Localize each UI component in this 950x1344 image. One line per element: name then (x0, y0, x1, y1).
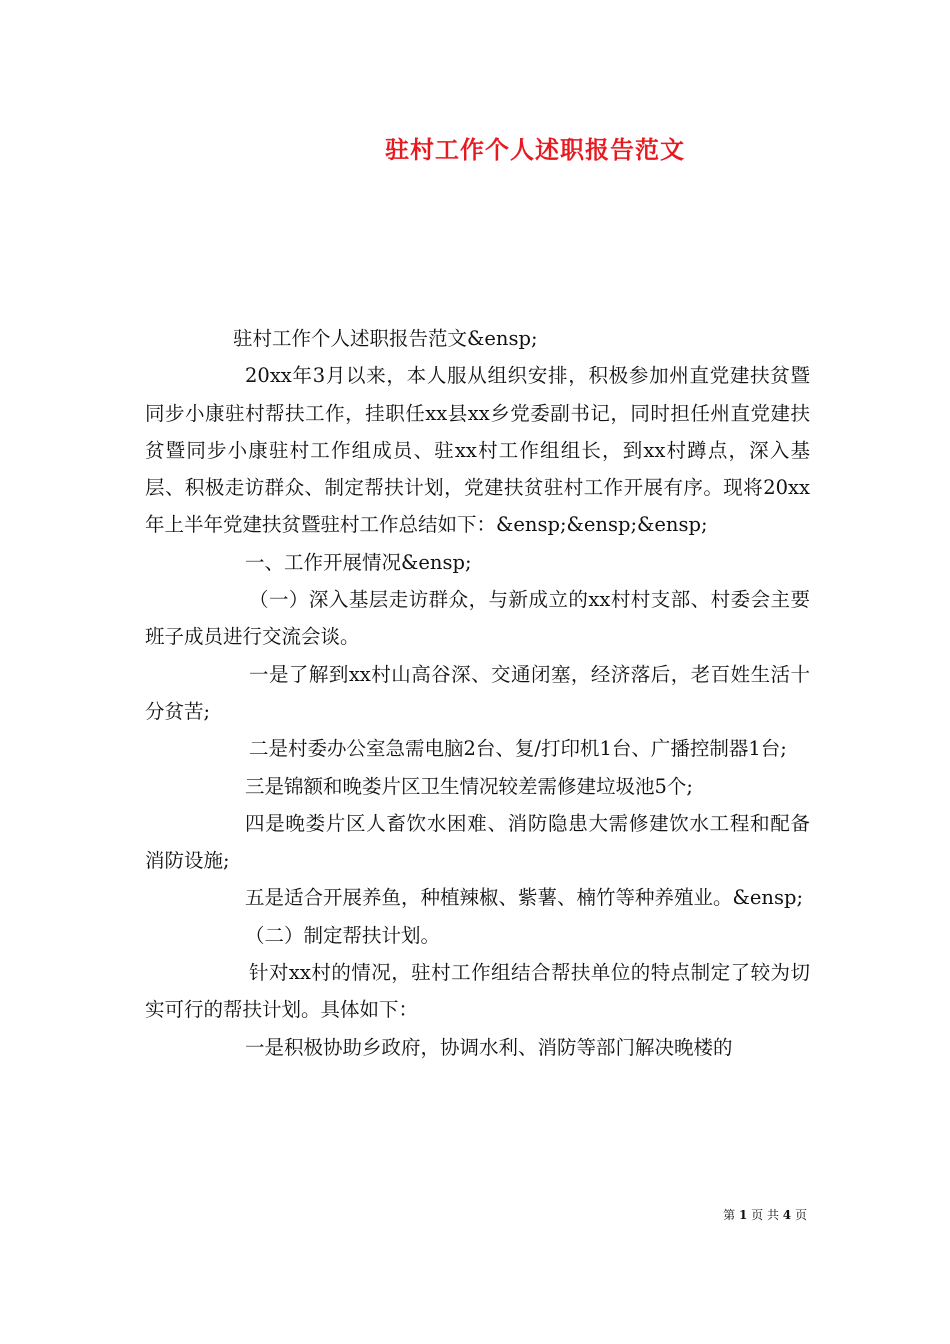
page-number-footer (723, 1206, 807, 1223)
paragraph-plan: 针对xx村的情况，驻村工作组结合帮扶单位的特点制定了较为切实可行的帮扶计划。具体如下： (145, 961, 810, 1022)
footer-prefix: 第 (723, 1208, 736, 1222)
footer-total: 4 (782, 1208, 792, 1222)
list-item: 二是村委办公室急需电脑2台、复/打印机1台、广播控制器1台; (249, 737, 787, 761)
subsection-heading-2: （二）制定帮扶计划。 (245, 923, 441, 947)
list-item: 一是积极协助乡政府，协调水利、消防等部门解决晚楼的 (245, 1035, 733, 1059)
list-item: 一是了解到xx村山高谷深、交通闭塞，经济落后，老百姓生活十分贫苦; (145, 662, 810, 723)
footer-middle: 页 共 (751, 1208, 779, 1222)
section-heading-1: 一、工作开展情况&ensp; (245, 550, 472, 574)
list-item: 四是晚娄片区人畜饮水困难、消防隐患大需修建饮水工程和配备消防设施; (145, 811, 810, 873)
document-title: 驻村工作个人述职报告范文 (385, 135, 685, 164)
footer-suffix: 页 (794, 1208, 807, 1222)
paragraph-intro: 20xx年3月以来，本人服从组织安排，积极参加州直党建扶贫暨同步小康驻村帮扶工作，挂职任xx县xx乡党委副书记，同时担任州直党建扶贫暨同步小康驻村工作组成员、驻xx村工作组组长，到xx村蹲点，深入基层、积极走访群众、制定帮扶计划，党建扶贫驻村工作开展有序。现将20xx年上半年党建扶贫暨驻村工作总结如下：&ensp;&ensp;&ensp; (145, 364, 810, 537)
footer-page: 1 (738, 1208, 748, 1222)
subsection-heading-1: （一）深入基层走访群众，与新成立的xx村村支部、村委会主要班子成员进行交流会谈。 (145, 588, 810, 649)
paragraph-heading: 驻村工作个人述职报告范文&ensp; (233, 327, 538, 350)
list-item: 五是适合开展养鱼，种植辣椒、紫薯、楠竹等种养殖业。&ensp; (245, 886, 804, 910)
list-item: 三是锦额和晚娄片区卫生情况较差需修建垃圾池5个; (245, 774, 693, 798)
document-body (145, 320, 810, 1066)
